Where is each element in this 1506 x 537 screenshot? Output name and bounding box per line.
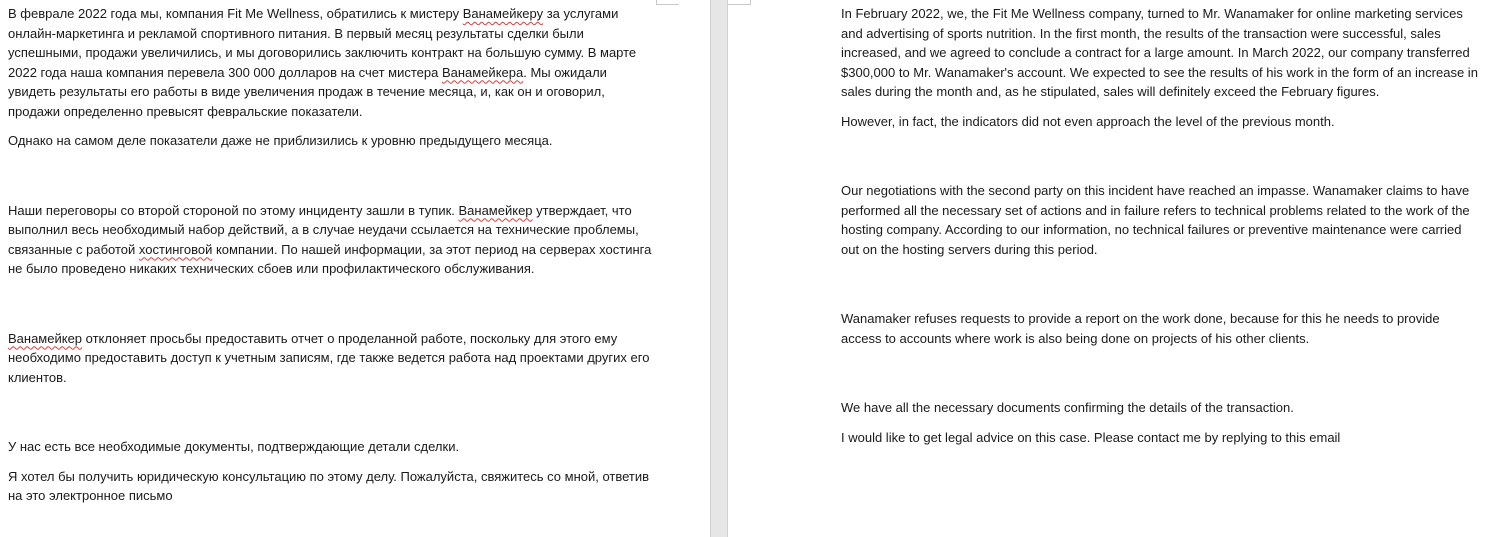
ru-paragraph-4: Ванамейкер отклоняет просьбы предоставить отчет о проделанной работе, поскольку для этого ему необходимо предоставить доступ к учетным записям, где также ведется работа над проектами других его клиентов. <box>8 330 650 385</box>
ru-paragraph-1: В феврале 2022 года мы, компания Fit Me Wellness, обратились к мистеру Ванамейкеру за услугами онлайн-маркетинга и рекламой спортивного питания. В первый месяц результаты сделки были успешными, продажи увеличились, и мы договорились заключить контракт на большую сумму. В марте 2022 года наша компания перевела 300 000 долларов на счет мистера Ванамейкера. Мы ожидали увидеть результаты его работы в виде увеличения продаж в течение месяца, и, как он и оговорил, продажи определенно превысят февральские показатели. <box>8 6 637 119</box>
ru-paragraph-6: Я хотел бы получить юридическую консультацию по этому делу. Пожалуйста, свяжитесь со мной, ответив на это электронное письмо <box>8 468 650 503</box>
english-text-body[interactable] <box>841 4 1481 457</box>
en-paragraph-2: However, in fact, the indicators did not even approach the level of the previous month. <box>841 113 1335 129</box>
spellcheck-flagged-word[interactable]: Ванамейкер <box>458 202 533 218</box>
ru-paragraph-3: Наши переговоры со второй стороной по этому инциденту зашли в тупик. Ванамейкер утверждает, что выполнил весь необходимый набор действий, а в случае неудачи ссылается на технические проблемы, связанные с работой хостинговой компании. По нашей информации, за этот период на серверах хостинга не было проведено никаких технических сбоев или профилактического обслуживания. <box>8 202 652 276</box>
en-paragraph-1: In February 2022, we, the Fit Me Wellness company, turned to Mr. Wanamaker for online marketing services and advertising of sports nutrition. In the first month, the results of the transaction were successful, sales increased, and we agreed to conclude a contract for a large amount. In March 2022, our company transferred $300,000 to Mr. Wanamaker's account. We expected to see the results of his work in the form of an increase in sales during the month and, as he stipulated, sales will definitely exceed the February figures. <box>841 6 1478 99</box>
spellcheck-flagged-word[interactable]: Ванамейкеру <box>462 6 544 21</box>
paragraph-gap <box>8 289 658 329</box>
page-corner-marker <box>728 0 751 5</box>
en-paragraph-3: Our negotiations with the second party on this incident have reached an impasse. Wanamaker claims to have performed all the necessary set of actions and in failure refers to technical problems related to the work of the hosting company. According to our information, no technical failures or preventive maintenance were carried out on the hosting servers during this period. <box>841 183 1470 257</box>
split-view-divider[interactable] <box>710 0 728 537</box>
spellcheck-flagged-word[interactable]: хостинговой <box>138 241 213 257</box>
en-paragraph-4: Wanamaker refuses requests to provide a report on the work done, because for this he needs to provide access to accounts where work is also being done on projects of his other clients. <box>841 311 1440 346</box>
paragraph-gap <box>8 161 658 201</box>
paragraph-gap <box>841 141 1481 181</box>
paragraph-gap <box>841 358 1481 398</box>
en-paragraph-6: I would like to get legal advice on this case. Please contact me by replying to this email <box>841 429 1341 445</box>
page-corner-marker <box>656 0 679 5</box>
ru-paragraph-5: У нас есть все необходимые документы, подтверждающие детали сделки. <box>8 439 460 454</box>
spellcheck-flagged-word[interactable]: Ванамейкер <box>8 330 83 346</box>
russian-text-body[interactable] <box>8 4 658 516</box>
paragraph-gap <box>841 269 1481 309</box>
paragraph-gap <box>8 397 658 437</box>
spellcheck-flagged-word[interactable]: Ванамейкера <box>441 64 524 80</box>
en-paragraph-5: We have all the necessary documents confirming the details of the transaction. <box>841 400 1294 415</box>
right-document-page <box>728 0 1506 537</box>
left-document-page <box>0 0 710 537</box>
ru-paragraph-2: Однако на самом деле показатели даже не приблизились к уровню предыдущего месяца. <box>8 133 553 148</box>
